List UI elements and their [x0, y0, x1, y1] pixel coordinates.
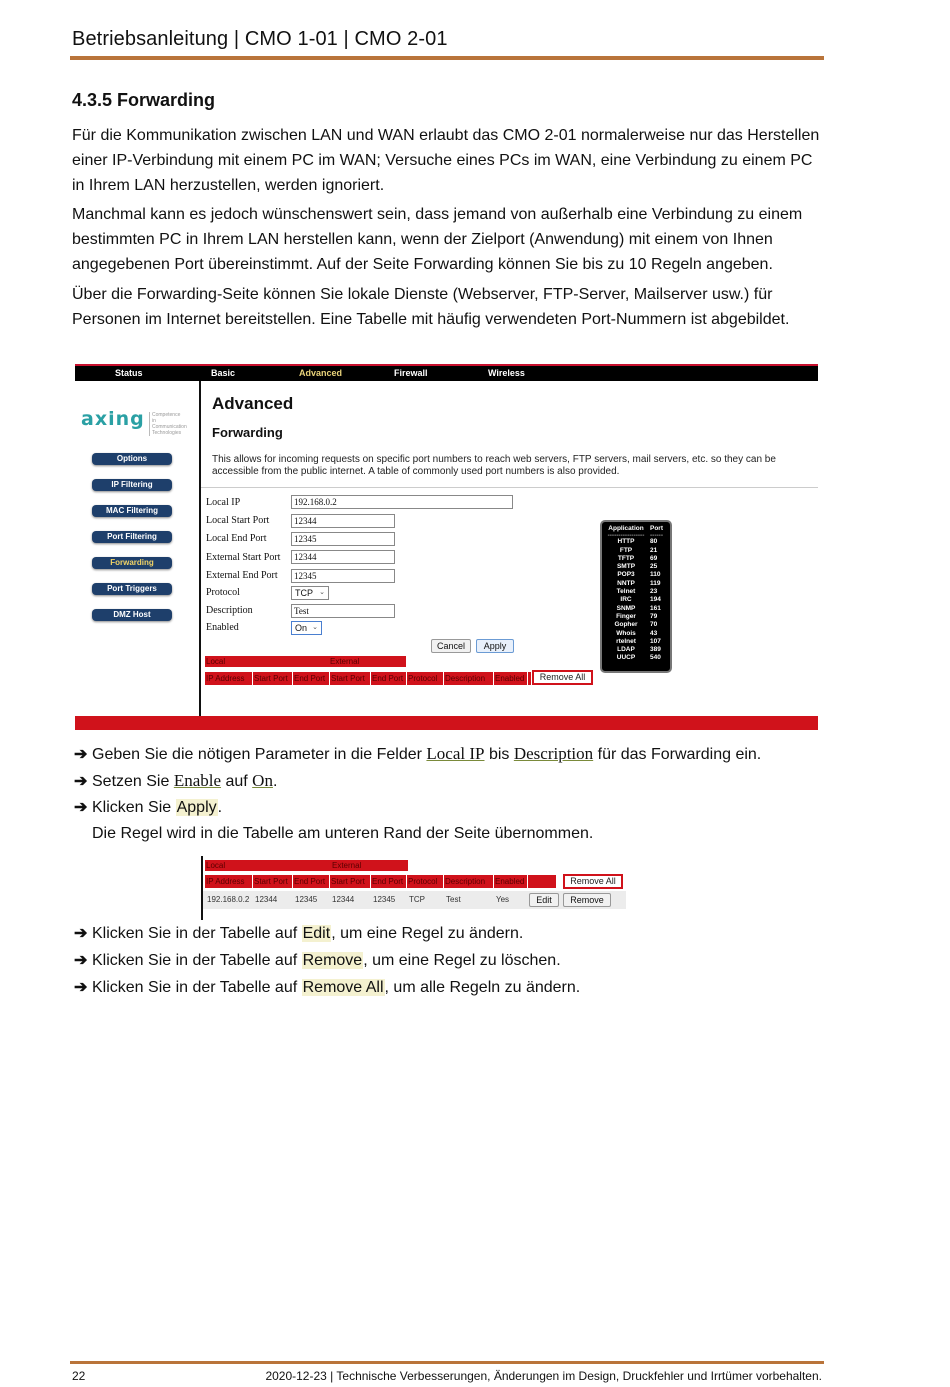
ports-row	[602, 638, 670, 646]
ports-row	[602, 588, 670, 596]
table-column-header: End Port	[371, 875, 407, 888]
footer-rule	[70, 1361, 824, 1364]
ports-port: 107	[650, 637, 661, 645]
section-title: 4.3.5 Forwarding	[72, 90, 216, 110]
sidebar-item-port-triggers[interactable]: Port Triggers	[92, 583, 172, 595]
external-end-port-input[interactable]: 12345	[291, 569, 395, 583]
sidebar-item-mac-filtering[interactable]: MAC Filtering	[92, 505, 172, 517]
tab-firewall[interactable]: Firewall	[394, 368, 428, 378]
ports-header-rule: ----------------- ------	[607, 532, 663, 540]
term-remove: Remove	[302, 952, 363, 969]
table-column-header: IP Address	[205, 875, 253, 888]
enabled-value: On	[295, 623, 308, 633]
arrow-right-icon: ➔	[74, 746, 88, 763]
result-group-external: External	[331, 860, 408, 871]
local-ip-label: Local IP	[206, 497, 241, 508]
table-column-header: Start Port	[330, 875, 371, 888]
ports-application: LDAP	[617, 646, 635, 654]
paragraph-1: Für die Kommunikation zwischen LAN und WAN erlaubt das CMO 2-01 normalerweise nur das Herstellen einer IP-Verbindung mit einem PC im WAN; Versuche eines PCs im WAN, eine Verbindung zu einem PC in Ihrem LAN herzustellen, werden ignoriert.	[72, 127, 820, 194]
axing-logo: axing	[81, 408, 145, 430]
ports-row	[602, 646, 670, 654]
table-column-header: End Port	[293, 672, 330, 685]
ports-row	[602, 547, 670, 555]
table-cell: 12344	[255, 895, 278, 904]
term-edit: Edit	[302, 925, 331, 942]
tab-advanced[interactable]: Advanced	[299, 368, 343, 378]
sidebar-item-options[interactable]: Options	[92, 453, 172, 465]
ports-application: FTP	[619, 546, 633, 554]
ports-port: 70	[650, 621, 658, 629]
remove-all-button[interactable]: Remove All	[532, 670, 593, 685]
ports-application: POP3	[617, 571, 635, 579]
router-page-subtitle: Forwarding	[212, 425, 283, 440]
ports-application: HTTP	[617, 538, 635, 546]
paragraph-3: Über die Forwarding-Seite können Sie lokale Dienste (Webserver, FTP-Server, Mailserver usw.) für Personen im Internet bereitstellen. Eine Tabelle mit häufig verwendeten Port-Nummern ist abgebildet.	[72, 286, 790, 328]
protocol-value: TCP	[295, 588, 313, 598]
step-note: Die Regel wird in die Tabelle am unteren Rand der Seite übernommen.	[92, 825, 594, 842]
ports-application: TFTP	[617, 554, 635, 562]
rules-result-table-screenshot	[75, 856, 626, 920]
table-column-header: Start Port	[253, 672, 293, 685]
document-header-title: Betriebsanleitung | CMO 1-01 | CMO 2-01	[72, 28, 448, 50]
sidebar-item-port-filtering[interactable]: Port Filtering	[92, 531, 172, 543]
term-enable: Enable	[173, 771, 222, 790]
form-separator	[201, 487, 818, 488]
router-top-nav	[75, 364, 818, 381]
ports-port: 540	[650, 654, 661, 662]
paragraph-2: Manchmal kann es jedoch wünschenswert sein, dass jemand von außerhalb eine Verbindung zu einem bestimmten PC in Ihrem LAN herstellen kann, wenn der Zielport (Anwendung) mit einem von Ihnen angegebenen Port übereinstimmt. Auf der Seite Forwarding können Sie bis zu 10 Regeln angeben.	[72, 206, 803, 273]
logo-tagline: Competence in Communication Technologies	[149, 412, 183, 436]
ports-port: 21	[650, 546, 658, 554]
ports-port: 389	[650, 646, 661, 654]
footer-note: 2020-12-23 | Technische Verbesserungen, Änderungen im Design, Druckfehler und Irrtümer vorbehalten.	[265, 1369, 822, 1383]
rules-group-local: Local	[205, 656, 329, 667]
chevron-down-icon: ⌄	[319, 589, 325, 596]
step-click-remove: ➔ Klicken Sie in der Tabelle auf Remove, um eine Regel zu löschen.	[74, 950, 561, 972]
ports-port: 69	[650, 554, 658, 562]
description-input[interactable]: Test	[291, 604, 395, 618]
step-click-apply: ➔ Klicken Sie Apply.	[74, 797, 222, 819]
ports-port: 79	[650, 612, 658, 620]
step-set-parameters: ➔ Geben Sie die nötigen Parameter in die Felder Local IP bis Description für das Forwarding ein.	[74, 743, 761, 766]
table-column-header: Start Port	[253, 875, 293, 888]
protocol-select[interactable]	[291, 586, 329, 600]
arrow-right-icon: ➔	[74, 799, 88, 816]
ports-application: NNTP	[617, 579, 635, 587]
ports-application: Gopher	[614, 621, 638, 629]
ports-port: 194	[650, 596, 661, 604]
ports-row	[602, 596, 670, 604]
common-ports-table	[600, 520, 672, 673]
enabled-label: Enabled	[206, 622, 239, 633]
term-local-ip: Local IP	[426, 744, 485, 763]
local-start-port-label: Local Start Port	[206, 515, 270, 526]
term-description: Description	[513, 744, 594, 763]
ports-row	[602, 605, 670, 613]
arrow-right-icon: ➔	[74, 952, 88, 969]
ports-row	[602, 621, 670, 629]
step-set-enable: ➔ Setzen Sie Enable auf On.	[74, 770, 277, 793]
local-end-port-input[interactable]: 12345	[291, 532, 395, 546]
arrow-right-icon: ➔	[74, 773, 88, 790]
result-group-local: Local	[205, 860, 331, 871]
ports-port: 23	[650, 588, 658, 596]
sidebar-item-forwarding[interactable]: Forwarding	[92, 557, 172, 569]
term-remove-all: Remove All	[302, 979, 384, 996]
router-forwarding-screenshot	[75, 364, 818, 730]
local-end-port-label: Local End Port	[206, 533, 267, 544]
table-column-header: Description	[444, 875, 494, 888]
table-cell: Yes	[496, 895, 510, 904]
sidebar-item-dmz-host[interactable]: DMZ Host	[92, 609, 172, 621]
table-column-header: Enabled	[494, 672, 528, 685]
table-column-header: Enabled	[494, 875, 528, 888]
tab-wireless[interactable]: Wireless	[488, 368, 525, 378]
ports-row	[602, 630, 670, 638]
ports-row	[602, 571, 670, 579]
table-column-header: Protocol	[407, 672, 444, 685]
apply-button[interactable]: Apply	[476, 639, 514, 653]
enabled-select[interactable]	[291, 621, 322, 635]
table-cell: 192.168.0.2	[207, 895, 250, 904]
chevron-down-icon: ⌄	[312, 624, 318, 631]
cancel-button[interactable]: Cancel	[431, 639, 471, 653]
ports-port: 25	[650, 563, 658, 571]
table-column-header: IP Address	[205, 672, 253, 685]
tab-status[interactable]: Status	[115, 368, 143, 378]
local-start-port-input[interactable]: 12344	[291, 514, 395, 528]
router-page-title: Advanced	[212, 394, 294, 413]
ports-application: SMTP	[616, 563, 636, 571]
ports-port: 110	[650, 571, 661, 579]
term-on: On	[252, 771, 273, 790]
local-ip-input[interactable]: 192.168.0.2	[291, 495, 513, 509]
ports-port: 119	[650, 579, 661, 587]
ports-port: 80	[650, 538, 658, 546]
tab-basic[interactable]: Basic	[211, 368, 236, 378]
router-description: This allows for incoming requests on specific port numbers to reach web servers, FTP servers, mail servers, etc. so they can be accessible from the public internet. A table of commonly used port numbers is also provided.	[212, 454, 776, 477]
ports-application: Finger	[616, 612, 636, 620]
sidebar-divider	[199, 381, 201, 716]
table-column-header: Start Port	[330, 672, 371, 685]
term-apply: Apply	[176, 799, 217, 816]
ports-application: IRC	[620, 596, 632, 604]
rules-group-external: External	[329, 656, 406, 667]
ports-header-application: Application	[608, 525, 644, 532]
remove-button[interactable]: Remove	[563, 893, 611, 907]
ports-row	[602, 654, 670, 662]
step-click-remove-all: ➔ Klicken Sie in der Tabelle auf Remove All, um alle Regeln zu ändern.	[74, 977, 580, 999]
table-cell: 12345	[295, 895, 318, 904]
table-cell: TCP	[409, 895, 425, 904]
ports-application: Whois	[616, 629, 636, 637]
edit-button[interactable]: Edit	[529, 893, 559, 907]
result-remove-all-button[interactable]: Remove All	[563, 874, 623, 889]
ports-row	[602, 613, 670, 621]
table-column-header-empty	[528, 875, 557, 888]
header-rule	[70, 56, 824, 60]
ports-row	[602, 580, 670, 588]
external-start-port-label: External Start Port	[206, 552, 281, 563]
ports-application: Telnet	[616, 588, 636, 596]
table-column-header: End Port	[293, 875, 330, 888]
arrow-right-icon: ➔	[74, 979, 88, 996]
description-label: Description	[206, 605, 253, 616]
ports-row	[602, 538, 670, 546]
arrow-right-icon: ➔	[74, 925, 88, 942]
router-footer-bar	[75, 716, 818, 730]
ports-header-port: Port	[650, 525, 663, 532]
step-click-edit: ➔ Klicken Sie in der Tabelle auf Edit, um eine Regel zu ändern.	[74, 923, 523, 945]
table-column-header: Description	[444, 672, 494, 685]
external-end-port-label: External End Port	[206, 570, 278, 581]
ports-port: 161	[650, 604, 661, 612]
sidebar-item-ip-filtering[interactable]: IP Filtering	[92, 479, 172, 491]
ports-row	[602, 563, 670, 571]
ports-application: UUCP	[616, 654, 636, 662]
external-start-port-input[interactable]: 12344	[291, 550, 395, 564]
ports-application: SNMP	[616, 604, 636, 612]
table-left-divider	[201, 856, 203, 920]
ports-row	[602, 555, 670, 563]
table-cell: 12345	[373, 895, 396, 904]
protocol-label: Protocol	[206, 587, 240, 598]
table-column-header: Protocol	[407, 875, 444, 888]
table-cell: Test	[446, 895, 461, 904]
ports-port: 43	[650, 629, 658, 637]
table-column-header: End Port	[371, 672, 407, 685]
table-cell: 12344	[332, 895, 355, 904]
page-number: 22	[72, 1369, 86, 1383]
ports-application: rtelnet	[616, 637, 636, 645]
